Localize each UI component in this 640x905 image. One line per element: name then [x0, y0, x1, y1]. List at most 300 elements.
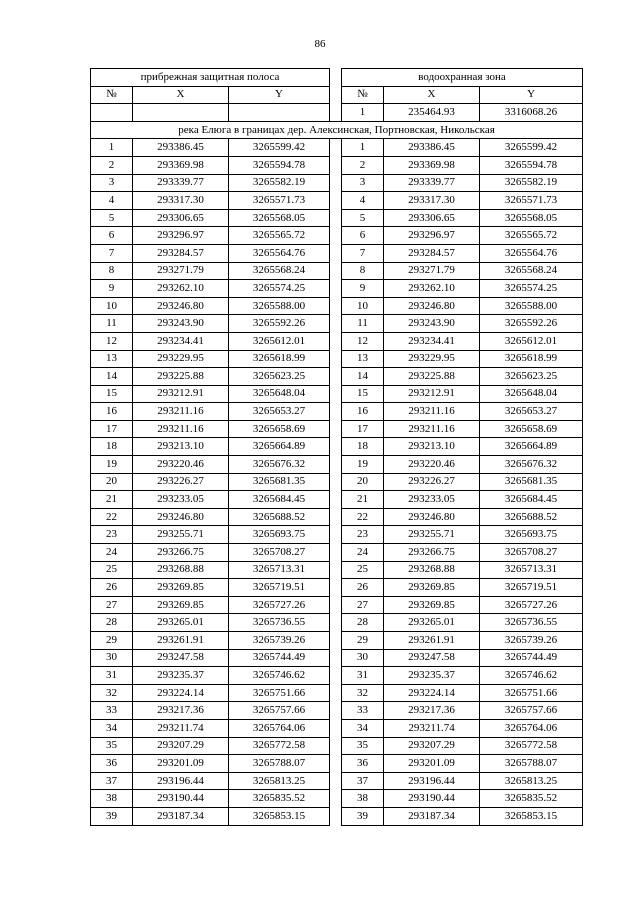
table-row: [91, 403, 583, 421]
x-coordinate-left: 293339.77: [133, 174, 229, 192]
point-number-right: 12: [342, 332, 384, 350]
x-coordinate-right: 293212.91: [384, 385, 480, 403]
column-gap: [330, 385, 342, 403]
table-row: [91, 438, 583, 456]
column-gap: [330, 174, 342, 192]
table-row: [91, 491, 583, 509]
table-row: [91, 385, 583, 403]
point-number-right: 13: [342, 350, 384, 368]
x-coordinate-right: 293217.36: [384, 702, 480, 720]
point-number-right: 22: [342, 508, 384, 526]
point-number-left: 25: [91, 561, 133, 579]
x-coordinate-left: 293212.91: [133, 385, 229, 403]
x-coordinate-left: 293211.16: [133, 403, 229, 421]
y-coordinate-right: 3265568.05: [480, 209, 583, 227]
point-number-right: 38: [342, 790, 384, 808]
header-number-right: №: [342, 86, 384, 104]
column-gap: [330, 86, 342, 104]
y-coordinate-left: 3265751.66: [229, 684, 330, 702]
y-coordinate-left: 3265618.99: [229, 350, 330, 368]
y-coordinate-left: 3265693.75: [229, 526, 330, 544]
y-coordinate-right: 3265764.06: [480, 719, 583, 737]
coordinates-table-body: [91, 69, 583, 826]
point-number-left: 32: [91, 684, 133, 702]
table-row: [91, 702, 583, 720]
y-coordinate-left: 3265853.15: [229, 807, 330, 825]
table-row: [91, 526, 583, 544]
column-gap: [330, 491, 342, 509]
column-gap: [330, 667, 342, 685]
column-gap: [330, 807, 342, 825]
y-coordinate-left: 3265568.05: [229, 209, 330, 227]
column-gap: [330, 227, 342, 245]
y-coordinate-right: 3265574.25: [480, 280, 583, 298]
table-row: [91, 227, 583, 245]
x-coordinate-right: 293229.95: [384, 350, 480, 368]
point-number-left: 37: [91, 772, 133, 790]
x-coordinate-right: 293224.14: [384, 684, 480, 702]
y-coordinate-left: 3265772.58: [229, 737, 330, 755]
y-coordinate-left: 3265571.73: [229, 192, 330, 210]
y-coordinate-right: 3265684.45: [480, 491, 583, 509]
point-number-left: 3: [91, 174, 133, 192]
y-coordinate-right: 3265623.25: [480, 368, 583, 386]
y-coordinate-left: 3265612.01: [229, 332, 330, 350]
table-row: [91, 262, 583, 280]
column-gap: [330, 737, 342, 755]
point-number-right: 15: [342, 385, 384, 403]
y-coordinate-right: 3265571.73: [480, 192, 583, 210]
x-coordinate: 235464.93: [384, 104, 480, 122]
x-coordinate-left: 293269.85: [133, 596, 229, 614]
column-gap: [330, 139, 342, 157]
table-row: [91, 209, 583, 227]
column-gap: [330, 104, 342, 122]
x-coordinate-left: 293234.41: [133, 332, 229, 350]
x-coordinate-right: 293269.85: [384, 596, 480, 614]
y-coordinate-right: 3265592.26: [480, 315, 583, 333]
x-coordinate-left: 293187.34: [133, 807, 229, 825]
point-number-right: 35: [342, 737, 384, 755]
y-coordinate-right: 3265658.69: [480, 420, 583, 438]
y-coordinate-left: 3265565.72: [229, 227, 330, 245]
point-number-right: 34: [342, 719, 384, 737]
x-coordinate-right: 293243.90: [384, 315, 480, 333]
y-coordinate-right: 3265618.99: [480, 350, 583, 368]
table-row: [91, 719, 583, 737]
x-coordinate-left: 293226.27: [133, 473, 229, 491]
column-gap: [330, 684, 342, 702]
x-coordinate-left: 293213.10: [133, 438, 229, 456]
y-coordinate-left: 3265684.45: [229, 491, 330, 509]
column-gap: [330, 614, 342, 632]
x-coordinate-left: 293225.88: [133, 368, 229, 386]
column-gap: [330, 719, 342, 737]
point-number-right: 29: [342, 632, 384, 650]
column-header-row: [91, 86, 583, 104]
x-coordinate-right: 293226.27: [384, 473, 480, 491]
y-coordinate-right: 3265853.15: [480, 807, 583, 825]
y-coordinate-right: 3265688.52: [480, 508, 583, 526]
x-coordinate-left: 293262.10: [133, 280, 229, 298]
y-coordinate-left: 3265648.04: [229, 385, 330, 403]
y-coordinate-right: 3265599.42: [480, 139, 583, 157]
y-coordinate-left: 3265623.25: [229, 368, 330, 386]
point-number-left: 30: [91, 649, 133, 667]
x-coordinate-right: 293235.37: [384, 667, 480, 685]
y-coordinate-right: 3265612.01: [480, 332, 583, 350]
point-number-left: 35: [91, 737, 133, 755]
point-number-left: 4: [91, 192, 133, 210]
y-coordinate-left: 3265813.25: [229, 772, 330, 790]
column-gap: [330, 702, 342, 720]
right-heading: водоохранная зона: [342, 69, 583, 87]
point-number-left: 11: [91, 315, 133, 333]
table-row: [91, 684, 583, 702]
point-number-right: 20: [342, 473, 384, 491]
x-coordinate-right: 293284.57: [384, 244, 480, 262]
section-title-row: [91, 121, 583, 139]
x-coordinate-left: 293207.29: [133, 737, 229, 755]
point-number-left: 19: [91, 456, 133, 474]
x-coordinate-left: 293243.90: [133, 315, 229, 333]
point-number-right: 21: [342, 491, 384, 509]
point-number-right: 31: [342, 667, 384, 685]
y-coordinate-right: 3265564.76: [480, 244, 583, 262]
point-number-right: 26: [342, 579, 384, 597]
column-gap: [330, 579, 342, 597]
y-coordinate-right: 3265727.26: [480, 596, 583, 614]
x-coordinate-right: 293211.16: [384, 420, 480, 438]
y-coordinate-left: 3265788.07: [229, 755, 330, 773]
table-row: [91, 420, 583, 438]
point-number-right: 18: [342, 438, 384, 456]
point-number-right: 32: [342, 684, 384, 702]
y-coordinate-left: 3265727.26: [229, 596, 330, 614]
table-row: [91, 139, 583, 157]
table-row: [91, 632, 583, 650]
point-number-left: 39: [91, 807, 133, 825]
x-coordinate-right: 293386.45: [384, 139, 480, 157]
y-coordinate-right: 3265772.58: [480, 737, 583, 755]
point-number-left: 26: [91, 579, 133, 597]
x-coordinate-left: 293306.65: [133, 209, 229, 227]
y-coordinate-right: 3265664.89: [480, 438, 583, 456]
point-number-left: 5: [91, 209, 133, 227]
y-coordinate-left: 3265564.76: [229, 244, 330, 262]
column-gap: [330, 280, 342, 298]
column-gap: [330, 596, 342, 614]
point-number-left: 21: [91, 491, 133, 509]
column-gap: [330, 561, 342, 579]
x-coordinate-right: 293187.34: [384, 807, 480, 825]
column-gap: [330, 420, 342, 438]
x-coordinate-right: 293247.58: [384, 649, 480, 667]
point-number-right: 39: [342, 807, 384, 825]
y-coordinate-left: 3265764.06: [229, 719, 330, 737]
x-coordinate-right: 293306.65: [384, 209, 480, 227]
point-number-left: 10: [91, 297, 133, 315]
y-coordinate-right: 3265708.27: [480, 544, 583, 562]
y-coordinate-left: 3265708.27: [229, 544, 330, 562]
column-gap: [330, 297, 342, 315]
point-number-right: 19: [342, 456, 384, 474]
table-row: [91, 667, 583, 685]
point-number-right: 1: [342, 139, 384, 157]
x-coordinate-left: 293211.16: [133, 420, 229, 438]
y-coordinate-left: 3265713.31: [229, 561, 330, 579]
point-number-left: 31: [91, 667, 133, 685]
table-row: [91, 561, 583, 579]
x-coordinate-right: 293211.74: [384, 719, 480, 737]
table-row: [91, 297, 583, 315]
x-coordinate-left: 293220.46: [133, 456, 229, 474]
x-coordinate-right: 293207.29: [384, 737, 480, 755]
column-gap: [330, 544, 342, 562]
table-row: [91, 755, 583, 773]
column-gap: [330, 368, 342, 386]
y-coordinate-right: 3265744.49: [480, 649, 583, 667]
point-number-right: 28: [342, 614, 384, 632]
column-gap: [330, 632, 342, 650]
x-coordinate-right: 293262.10: [384, 280, 480, 298]
x-coordinate-left: 293201.09: [133, 755, 229, 773]
point-number-right: 24: [342, 544, 384, 562]
y-coordinate-right: 3265693.75: [480, 526, 583, 544]
x-coordinate-left: 293233.05: [133, 491, 229, 509]
y-coordinate-left: 3265719.51: [229, 579, 330, 597]
column-gap: [330, 350, 342, 368]
y-coordinate-right: 3265588.00: [480, 297, 583, 315]
y-coordinate-left: 3265594.78: [229, 156, 330, 174]
table-row: [91, 772, 583, 790]
x-coordinate-left: 293190.44: [133, 790, 229, 808]
point-number-left: 33: [91, 702, 133, 720]
table-row: [91, 156, 583, 174]
x-coordinate-left: 293268.88: [133, 561, 229, 579]
header-y-right: Y: [480, 86, 583, 104]
table-row: [91, 807, 583, 825]
point-number-left: 23: [91, 526, 133, 544]
column-gap: [330, 790, 342, 808]
header-number-left: №: [91, 86, 133, 104]
x-coordinate-left: 293296.97: [133, 227, 229, 245]
point-number-left: 22: [91, 508, 133, 526]
point-number-right: 3: [342, 174, 384, 192]
point-number-left: 24: [91, 544, 133, 562]
column-gap: [330, 244, 342, 262]
y-coordinate-right: 3265594.78: [480, 156, 583, 174]
x-coordinate-left: 293235.37: [133, 667, 229, 685]
y-coordinate-right: 3265739.26: [480, 632, 583, 650]
table-row: [91, 315, 583, 333]
y-coordinate-right: 3265751.66: [480, 684, 583, 702]
y-coordinate-right: 3265681.35: [480, 473, 583, 491]
column-gap: [330, 473, 342, 491]
x-coordinate-left: 293246.80: [133, 508, 229, 526]
point-number-left: 28: [91, 614, 133, 632]
y-coordinate-right: 3265653.27: [480, 403, 583, 421]
column-gap: [330, 262, 342, 280]
x-coordinate-right: 293220.46: [384, 456, 480, 474]
y-coordinate-left: 3265582.19: [229, 174, 330, 192]
empty-cell: [133, 104, 229, 122]
y-coordinate-left: 3265658.69: [229, 420, 330, 438]
x-coordinate-right: 293246.80: [384, 297, 480, 315]
x-coordinate-right: 293234.41: [384, 332, 480, 350]
x-coordinate-right: 293271.79: [384, 262, 480, 280]
x-coordinate-left: 293255.71: [133, 526, 229, 544]
x-coordinate-right: 293265.01: [384, 614, 480, 632]
point-number-right: 16: [342, 403, 384, 421]
point-number-left: 27: [91, 596, 133, 614]
x-coordinate-right: 293268.88: [384, 561, 480, 579]
column-gap: [330, 772, 342, 790]
x-coordinate-left: 293217.36: [133, 702, 229, 720]
point-number-right: 11: [342, 315, 384, 333]
point-number-left: 9: [91, 280, 133, 298]
point-number-left: 18: [91, 438, 133, 456]
y-coordinate-right: 3265736.55: [480, 614, 583, 632]
x-coordinate-right: 293317.30: [384, 192, 480, 210]
y-coordinate-left: 3265592.26: [229, 315, 330, 333]
y-coordinate-right: 3265719.51: [480, 579, 583, 597]
point-number-right: 8: [342, 262, 384, 280]
x-coordinate-left: 293229.95: [133, 350, 229, 368]
y-coordinate-right: 3265582.19: [480, 174, 583, 192]
x-coordinate-right: 293296.97: [384, 227, 480, 245]
column-gap: [330, 192, 342, 210]
y-coordinate-left: 3265574.25: [229, 280, 330, 298]
table-row: [91, 456, 583, 474]
y-coordinate-left: 3265746.62: [229, 667, 330, 685]
point-number-left: 38: [91, 790, 133, 808]
header-x-left: X: [133, 86, 229, 104]
column-gap: [330, 508, 342, 526]
x-coordinate-right: 293233.05: [384, 491, 480, 509]
point-number-right: 10: [342, 297, 384, 315]
top-data-row: [91, 104, 583, 122]
header-y-left: Y: [229, 86, 330, 104]
table-row: [91, 579, 583, 597]
table-row: [91, 544, 583, 562]
column-gap: [330, 209, 342, 227]
point-number-left: 29: [91, 632, 133, 650]
y-coordinate-left: 3265599.42: [229, 139, 330, 157]
x-coordinate-right: 293261.91: [384, 632, 480, 650]
y-coordinate-left: 3265568.24: [229, 262, 330, 280]
table-row: [91, 649, 583, 667]
coordinates-table: [90, 68, 583, 826]
y-coordinate-right: 3265757.66: [480, 702, 583, 720]
point-number-left: 17: [91, 420, 133, 438]
table-row: [91, 280, 583, 298]
empty-cell: [229, 104, 330, 122]
point-number-left: 8: [91, 262, 133, 280]
point-number-right: 37: [342, 772, 384, 790]
point-number-right: 7: [342, 244, 384, 262]
empty-cell: [91, 104, 133, 122]
column-gap: [330, 755, 342, 773]
table-row: [91, 790, 583, 808]
point-number-left: 20: [91, 473, 133, 491]
table-row: [91, 508, 583, 526]
y-coordinate-left: 3265588.00: [229, 297, 330, 315]
point-number-left: 7: [91, 244, 133, 262]
point-number-right: 25: [342, 561, 384, 579]
point-number-right: 30: [342, 649, 384, 667]
column-gap: [330, 456, 342, 474]
x-coordinate-left: 293261.91: [133, 632, 229, 650]
y-coordinate-right: 3265746.62: [480, 667, 583, 685]
table-row: [91, 244, 583, 262]
x-coordinate-left: 293196.44: [133, 772, 229, 790]
x-coordinate-right: 293266.75: [384, 544, 480, 562]
point-number-right: 14: [342, 368, 384, 386]
column-gap: [330, 649, 342, 667]
page-number: 86: [314, 38, 326, 50]
table-row: [91, 596, 583, 614]
y-coordinate-left: 3265688.52: [229, 508, 330, 526]
point-number-right: 27: [342, 596, 384, 614]
left-heading: прибрежная защитная полоса: [91, 69, 330, 87]
y-coordinate-right: 3265648.04: [480, 385, 583, 403]
y-coordinate-left: 3265744.49: [229, 649, 330, 667]
point-number-left: 2: [91, 156, 133, 174]
header-x-right: X: [384, 86, 480, 104]
y-coordinate-left: 3265653.27: [229, 403, 330, 421]
x-coordinate-left: 293265.01: [133, 614, 229, 632]
x-coordinate-left: 293266.75: [133, 544, 229, 562]
point-number-right: 6: [342, 227, 384, 245]
point-number: 1: [342, 104, 384, 122]
y-coordinate-left: 3265739.26: [229, 632, 330, 650]
table-row: [91, 737, 583, 755]
y-coordinate-left: 3265681.35: [229, 473, 330, 491]
y-coordinate-left: 3265757.66: [229, 702, 330, 720]
x-coordinate-left: 293271.79: [133, 262, 229, 280]
column-gap: [330, 526, 342, 544]
column-gap: [330, 438, 342, 456]
table-row: [91, 174, 583, 192]
y-coordinate-right: 3265788.07: [480, 755, 583, 773]
x-coordinate-right: 293225.88: [384, 368, 480, 386]
table-row: [91, 192, 583, 210]
point-number-right: 4: [342, 192, 384, 210]
x-coordinate-right: 293190.44: [384, 790, 480, 808]
point-number-left: 1: [91, 139, 133, 157]
point-number-left: 36: [91, 755, 133, 773]
x-coordinate-right: 293269.85: [384, 579, 480, 597]
x-coordinate-right: 293246.80: [384, 508, 480, 526]
point-number-left: 14: [91, 368, 133, 386]
table-row: [91, 614, 583, 632]
x-coordinate-right: 293339.77: [384, 174, 480, 192]
y-coordinate-left: 3265664.89: [229, 438, 330, 456]
x-coordinate-left: 293369.98: [133, 156, 229, 174]
table-row: [91, 473, 583, 491]
x-coordinate-left: 293247.58: [133, 649, 229, 667]
column-gap: [330, 332, 342, 350]
table-row: [91, 350, 583, 368]
point-number-left: 15: [91, 385, 133, 403]
column-gap: [330, 156, 342, 174]
column-gap: [330, 69, 342, 87]
x-coordinate-left: 293317.30: [133, 192, 229, 210]
point-number-left: 13: [91, 350, 133, 368]
point-number-left: 12: [91, 332, 133, 350]
y-coordinate-right: 3265835.52: [480, 790, 583, 808]
